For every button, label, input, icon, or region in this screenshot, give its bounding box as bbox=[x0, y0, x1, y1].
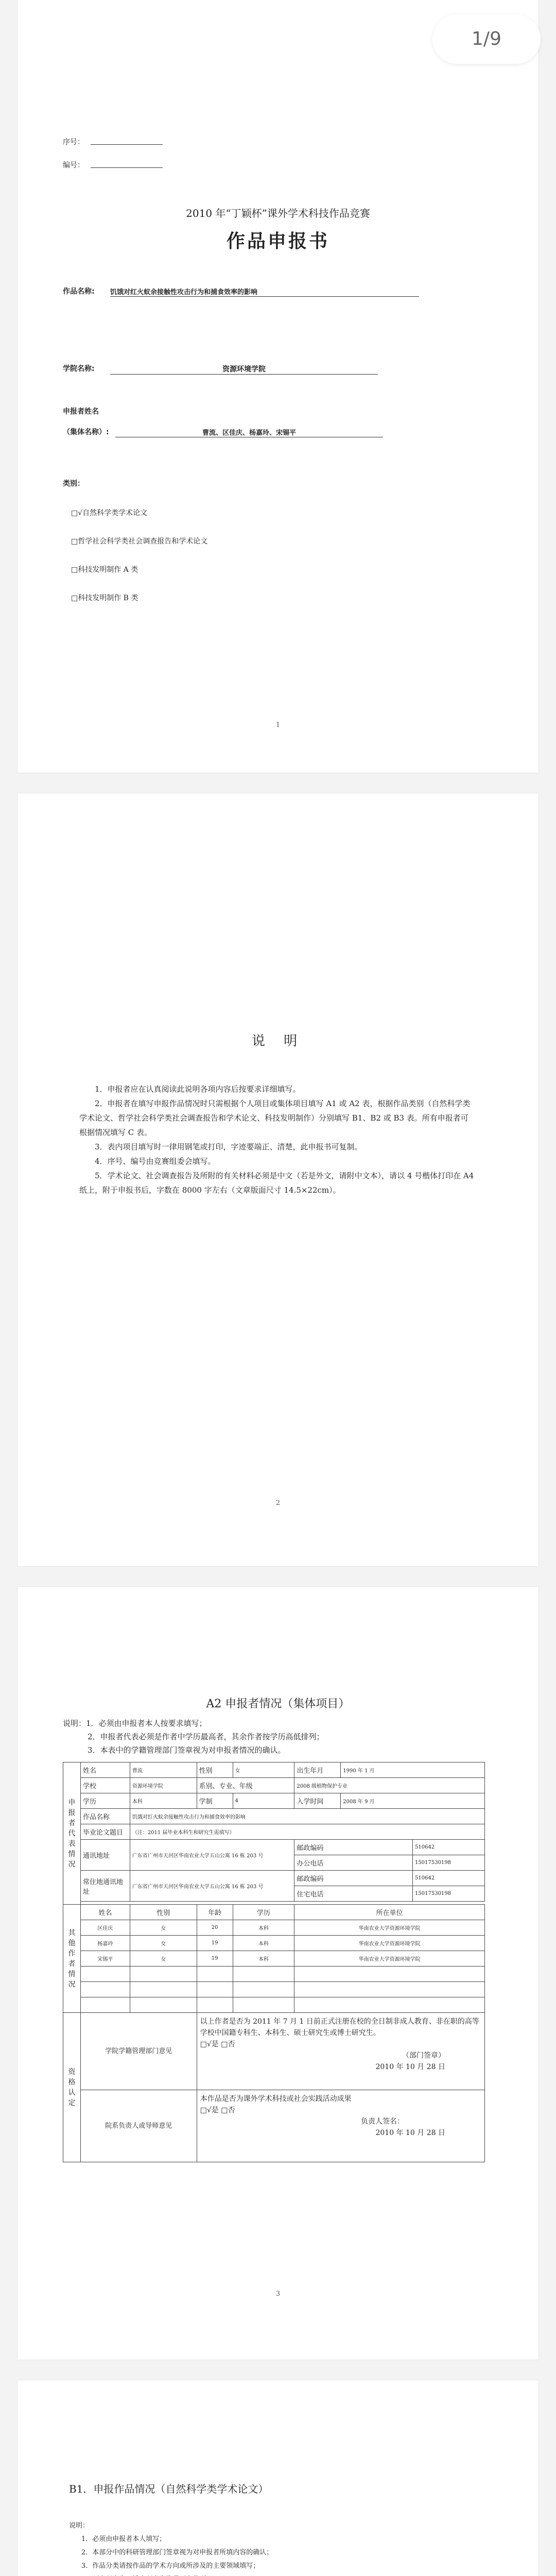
rep-section-label: 申报者代表情况 bbox=[63, 1762, 81, 1905]
page-number: 3 bbox=[275, 2290, 281, 2298]
a2-heading: A2 申报者情况（集体项目） bbox=[206, 1698, 350, 1710]
college-label: 学院名称: bbox=[63, 365, 95, 373]
cell-value: 15017530198 bbox=[413, 1855, 485, 1871]
cell-label: 毕业论文题目 bbox=[80, 1824, 130, 1840]
cert-text: 本作品是否为课外学术科技或社会实践活动成果 bbox=[200, 2095, 352, 2103]
cell-value: 19 bbox=[197, 1951, 233, 1967]
cell-value: 华南农业大学资源环境学院 bbox=[294, 1936, 485, 1951]
cert-content bbox=[197, 2090, 484, 2162]
work-name-value: 饥饿对红火蚁余接触性攻击行为和捕食效率的影响 bbox=[110, 286, 419, 297]
note-item: 2．本部分中的科研管理部门签章视为对申报者所填内容的确认； bbox=[81, 2549, 273, 2556]
cell-label: 学校 bbox=[80, 1778, 130, 1793]
page-2 bbox=[18, 793, 538, 1566]
cell-value: 广东省广州市天河区华南农业大学五山公寓 16 栋 203 号 bbox=[130, 1840, 294, 1871]
cell-value: 女 bbox=[130, 1920, 197, 1936]
cell-value: 510642 bbox=[413, 1871, 485, 1886]
col-header: 姓名 bbox=[80, 1905, 130, 1920]
notes-title: 说明： bbox=[69, 2522, 90, 2530]
cell-value: 20 bbox=[197, 1920, 233, 1936]
cell-label: 住宅电话 bbox=[294, 1886, 413, 1902]
group-value: 曹流、区佳庆、杨嘉玲、宋锡平 bbox=[115, 427, 383, 437]
cell-value: 曹流 bbox=[130, 1762, 197, 1778]
cell-label: 学制 bbox=[197, 1793, 233, 1809]
cell-value: 华南农业大学资源环境学院 bbox=[294, 1951, 485, 1967]
page-1 bbox=[18, 0, 538, 773]
cell-label: 姓名 bbox=[80, 1762, 130, 1778]
cell-value: 女 bbox=[130, 1951, 197, 1967]
note-item: 1．必须由申报者本人按要求填写； bbox=[86, 1719, 207, 1728]
cell-value: （注：2011 届毕业本科生和研究生需填写） bbox=[130, 1824, 484, 1840]
page-4 bbox=[18, 2380, 538, 2576]
col-header: 年龄 bbox=[197, 1905, 233, 1920]
cell-value: 女 bbox=[130, 1936, 197, 1951]
college-value: 资源环境学院 bbox=[110, 364, 378, 375]
note-item: 1．必须由申报者本人填写； bbox=[81, 2535, 166, 2543]
notes-title: 说明： bbox=[63, 1719, 86, 1728]
col-header: 学历 bbox=[233, 1905, 294, 1920]
note-item bbox=[69, 2573, 491, 2576]
instructions-body bbox=[79, 1082, 476, 1197]
cell-value: 本科 bbox=[233, 1936, 294, 1951]
cell-label: 出生年月 bbox=[294, 1762, 341, 1778]
page-3 bbox=[18, 1587, 538, 2360]
contest-title: 2010 年“丁颖杯”课外学术科技作品竞赛 bbox=[186, 207, 370, 219]
page-indicator[interactable]: 1/9 bbox=[432, 14, 541, 64]
cell-value: 华南农业大学资源环境学院 bbox=[294, 1920, 485, 1936]
col-header: 性别 bbox=[130, 1905, 197, 1920]
cert-date: 2010 年 10 月 28 日 bbox=[375, 2129, 445, 2137]
cell-label: 系别、专业、年级 bbox=[197, 1778, 294, 1793]
table-row bbox=[63, 1936, 485, 1951]
cell-label: 作品名称 bbox=[80, 1809, 130, 1824]
applicant-table bbox=[63, 1762, 485, 2162]
note-item: 3．本表中的学籍管理部门签章视为对申报者情况的确认。 bbox=[88, 1745, 286, 1755]
table-row bbox=[63, 1997, 485, 2013]
cert-date: 2010 年 10 月 28 日 bbox=[375, 2063, 445, 2071]
cell-value: 2008 年 9 月 bbox=[341, 1793, 485, 1809]
cell-value: 女 bbox=[233, 1762, 294, 1778]
category-item[interactable]: □√自然科学类学术论文 bbox=[71, 509, 148, 517]
cell-value: 本科 bbox=[233, 1951, 294, 1967]
cell-value: 区佳庆 bbox=[80, 1920, 130, 1936]
b1-heading: B1．申报作品情况（自然科学类学术论文） bbox=[69, 2483, 269, 2495]
others-section-label: 其他作者情况 bbox=[63, 1905, 81, 2013]
instruction-paragraph: 5．学术论文、社会调查报告及所附的有关材料必须是中文（若是外文，请附中文本），请以 4 号楷体打印在 A4 纸上，附于申报书后，字数在 8000 字左右（文章版面尺寸 14.5×22cm）。 bbox=[79, 1171, 474, 1195]
cell-value: 宋锡平 bbox=[80, 1951, 130, 1967]
cell-label: 常住地通讯地址 bbox=[80, 1871, 130, 1902]
cell-value: 广东省广州市天河区华南农业大学五山公寓 16 栋 203 号 bbox=[130, 1871, 294, 1902]
a2-notes bbox=[63, 1717, 485, 1757]
instruction-paragraph: 4．序号、编号由竞赛组委会填写。 bbox=[95, 1157, 216, 1166]
cert-label: 院系负责人或导师意见 bbox=[80, 2090, 197, 2162]
cell-value: 本科 bbox=[130, 1793, 197, 1809]
col-header: 所在单位 bbox=[294, 1905, 485, 1920]
cell-value: 510642 bbox=[413, 1840, 485, 1855]
group-label: （集体名称）: bbox=[63, 428, 109, 436]
cell-value: 19 bbox=[197, 1936, 233, 1951]
category-item[interactable]: □科技发明制作 B 类 bbox=[71, 594, 138, 602]
cell-value: 资源环境学院 bbox=[130, 1778, 197, 1793]
note-item: 2．申报者代表必须是作者中学历最高者，其余作者按学历高低排列； bbox=[88, 1732, 324, 1741]
applicant-label: 申报者姓名 bbox=[63, 408, 99, 416]
instructions-heading: 说 明 bbox=[251, 1033, 305, 1049]
b1-notes bbox=[69, 2519, 491, 2576]
seq-field bbox=[91, 144, 163, 145]
note-item: 3．作品分类请按作品的学术方向或所涉及的主要领域填写； bbox=[81, 2562, 260, 2570]
cell-label: 通讯地址 bbox=[80, 1840, 130, 1871]
cell-value: 2008 级植物保护专业 bbox=[294, 1778, 485, 1793]
table-row bbox=[63, 1951, 485, 1967]
cell-value: 4 bbox=[233, 1793, 294, 1809]
instruction-paragraph: 1．申报者应在认真阅读此说明各项内容后按要求详细填写。 bbox=[95, 1084, 301, 1094]
cert-text: 以上作者是否为 2011 年 7 月 1 日前正式注册在校的全日制非成人教育、非在职的高等学校中国籍专科生、本科生、硕士研究生或博士研究生。 bbox=[200, 2018, 479, 2037]
table-row bbox=[63, 1982, 485, 1997]
cell-value: 杨嘉玲 bbox=[80, 1936, 130, 1951]
cell-label: 邮政编码 bbox=[294, 1871, 413, 1886]
cell-value: 本科 bbox=[233, 1920, 294, 1936]
cert-sign: 负责人签名： bbox=[361, 2117, 404, 2126]
cell-value: 1990 年 1 月 bbox=[341, 1762, 485, 1778]
category-item[interactable]: □哲学社会科学类社会调查报告和学术论文 bbox=[71, 537, 208, 546]
cell-label: 邮政编码 bbox=[294, 1840, 413, 1855]
cell-label: 学历 bbox=[80, 1793, 130, 1809]
cert-content bbox=[197, 2013, 484, 2090]
cert-section-label: 资格认定 bbox=[63, 2013, 81, 2162]
category-item[interactable]: □科技发明制作 A 类 bbox=[71, 566, 138, 574]
cell-label: 入学时间 bbox=[294, 1793, 341, 1809]
instruction-paragraph: 2．申报者在填写申报作品情况时只需根据个人项目或集体项目填写 A1 或 A2 表，根据作品类别（自然科学类学术论文、哲学社会科学类社会调查报告和学术论文、科技发明制作）分别填写 B1、B2 或 B3 表。所有申报者可根据情况填写 C 表。 bbox=[79, 1099, 471, 1137]
work-name-label: 作品名称: bbox=[63, 287, 95, 296]
cert-label: 学院学籍管理部门意见 bbox=[80, 2013, 197, 2090]
instruction-paragraph: 3．表内项目填写时一律用钢笔或打印，字迹要端正、清楚，此申报书可复制。 bbox=[95, 1142, 362, 1151]
cert-choice[interactable]: □√是 □否 bbox=[200, 2040, 235, 2048]
doc-title: 作品申报书 bbox=[226, 231, 329, 252]
cell-label: 办公电话 bbox=[294, 1855, 413, 1871]
code-label: 编号： bbox=[63, 161, 84, 170]
code-field bbox=[91, 167, 163, 168]
table-row bbox=[63, 1920, 485, 1936]
category-label: 类别： bbox=[63, 480, 84, 488]
cert-choice[interactable]: □√是 □否 bbox=[200, 2106, 235, 2114]
cell-value: 15017530198 bbox=[413, 1886, 485, 1902]
cell-value: 饥饿对红火蚁余接触性攻击行为和捕食效率的影响 bbox=[130, 1809, 484, 1824]
seq-label: 序号： bbox=[63, 138, 84, 146]
page-number: 2 bbox=[275, 1499, 281, 1507]
page-number: 1 bbox=[275, 721, 281, 729]
table-row bbox=[63, 1967, 485, 1982]
cert-sign: （部门签章） bbox=[402, 2052, 445, 2060]
cell-label: 性别 bbox=[197, 1762, 233, 1778]
